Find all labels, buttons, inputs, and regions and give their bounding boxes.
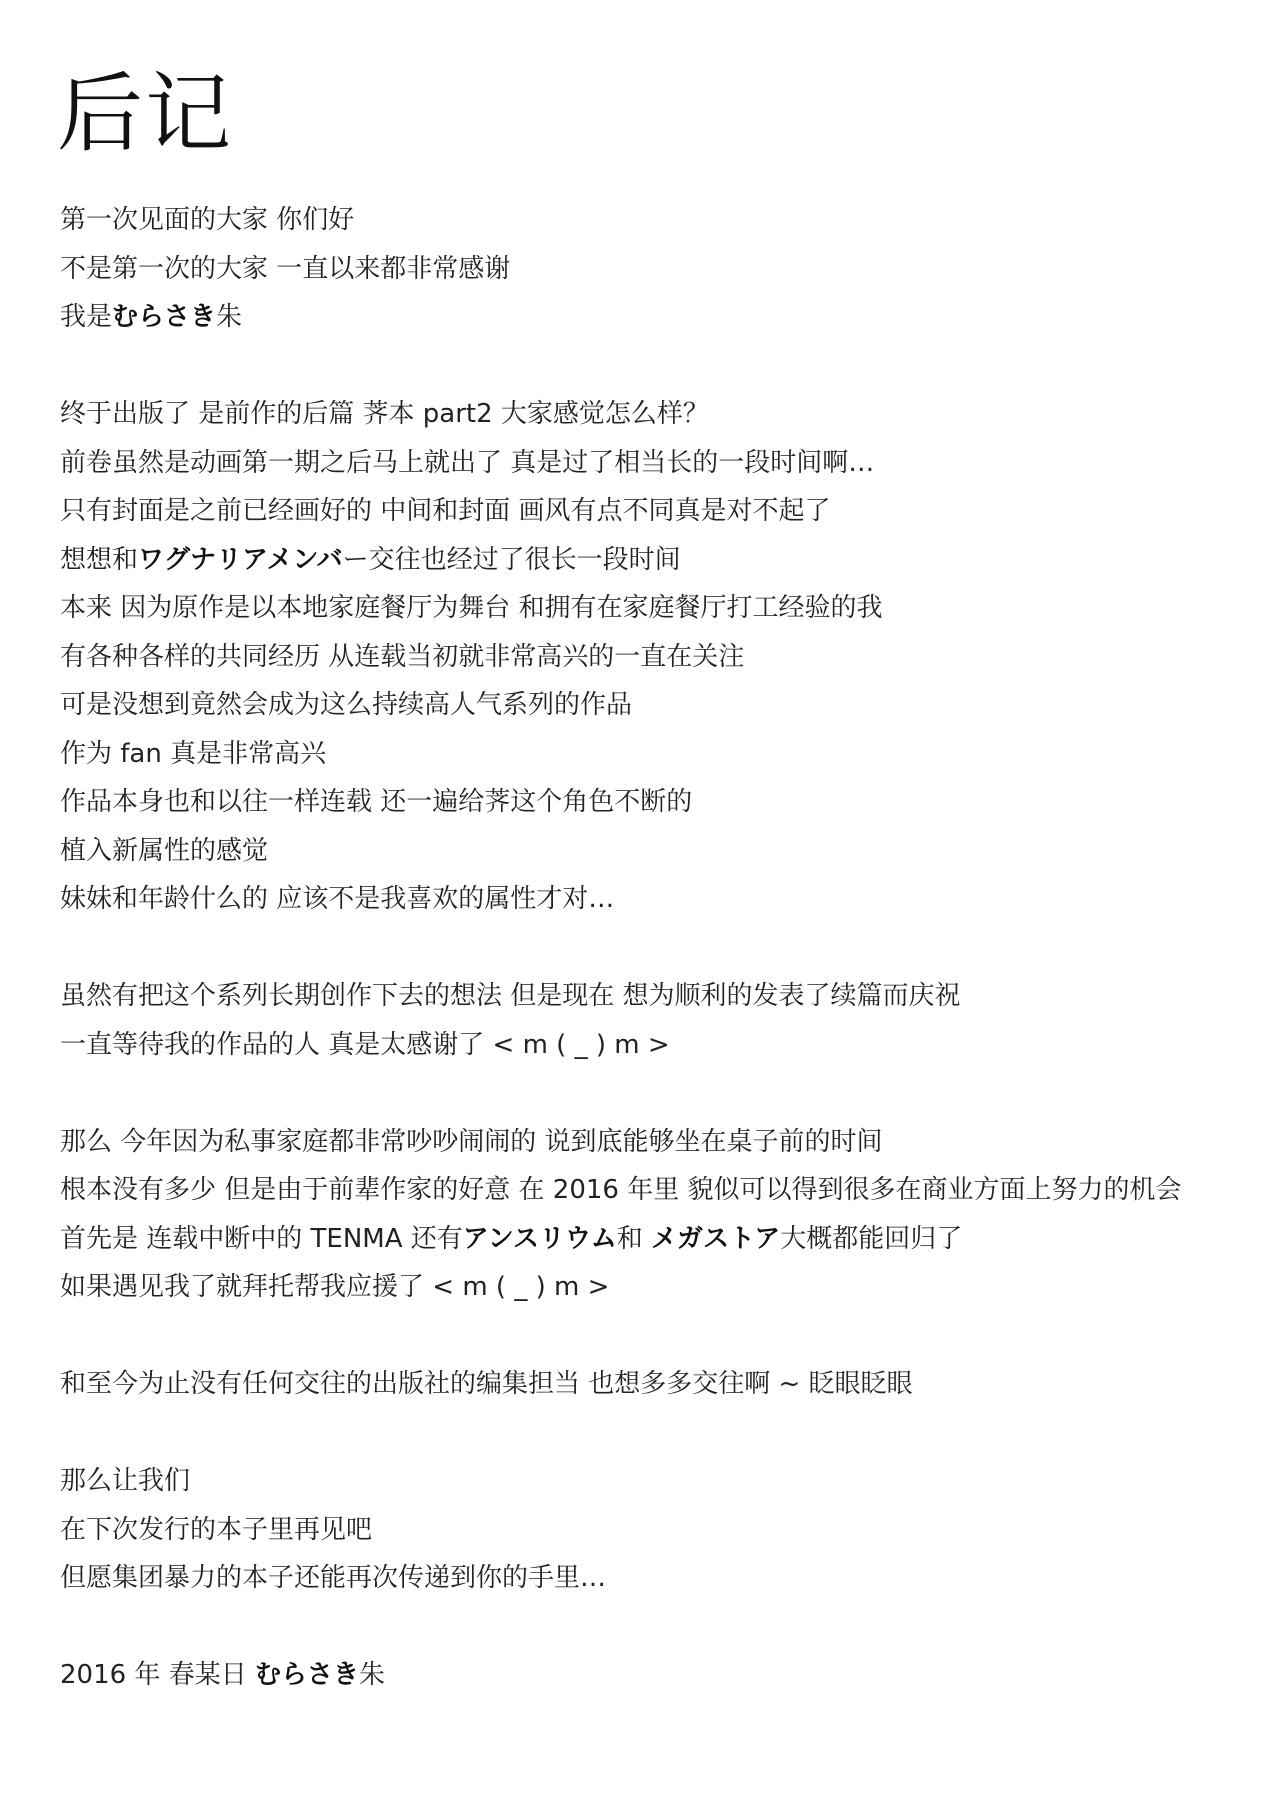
text-line bbox=[60, 390, 1260, 439]
text-line bbox=[60, 1166, 1260, 1215]
text-line bbox=[60, 1360, 1260, 1409]
page-title: 后记 bbox=[57, 64, 233, 164]
paragraph-gap bbox=[60, 1603, 1260, 1652]
paragraph bbox=[60, 196, 1260, 342]
text-line bbox=[60, 778, 1260, 827]
text-segment: 前卷虽然是动画第一期之后马上就出了 真是过了相当长的一段时间啊… bbox=[60, 447, 875, 478]
text-line bbox=[60, 1506, 1260, 1555]
bold-text-segment: メガストア bbox=[650, 1223, 781, 1254]
paragraph bbox=[60, 1118, 1260, 1312]
text-segment: 有各种各样的共同经历 从连载当初就非常高兴的一直在关注 bbox=[60, 641, 745, 672]
text-segment: 和 bbox=[616, 1223, 651, 1254]
paragraph bbox=[60, 1360, 1260, 1409]
paragraph-gap bbox=[60, 342, 1260, 391]
text-segment: 首先是 连载中断中的 TENMA 还有 bbox=[60, 1223, 463, 1254]
text-line bbox=[60, 196, 1260, 245]
text-segment: 朱 bbox=[358, 1660, 385, 1690]
paragraph-gap bbox=[60, 1312, 1260, 1361]
text-line bbox=[60, 439, 1260, 488]
text-segment: 终于出版了 是前作的后篇 荠本 part2 大家感觉怎么样？ bbox=[60, 399, 709, 429]
afterword-body bbox=[60, 196, 1260, 1700]
bold-text-segment: むらさき bbox=[254, 1660, 359, 1690]
text-segment: 不是第一次的大家 一直以来都非常感谢 bbox=[60, 253, 511, 284]
paragraph bbox=[60, 972, 1260, 1069]
text-line bbox=[60, 681, 1260, 730]
bold-text-segment: ワグナリアメンバ bbox=[138, 544, 343, 575]
text-line bbox=[60, 1651, 1260, 1700]
text-line bbox=[60, 487, 1260, 536]
bold-text-segment: むらさき bbox=[112, 302, 217, 332]
text-line bbox=[60, 1457, 1260, 1506]
text-line bbox=[60, 875, 1260, 924]
text-line bbox=[60, 730, 1260, 779]
text-segment: 我是 bbox=[60, 302, 113, 332]
text-segment: 虽然有把这个系列长期创作下去的想法 但是现在 想为顺利的发表了续篇而庆祝 bbox=[60, 981, 961, 1011]
text-line bbox=[60, 1215, 1260, 1264]
text-segment: ー交往也经过了很长一段时间 bbox=[342, 544, 681, 575]
text-segment: 大概都能回归了 bbox=[780, 1223, 963, 1254]
text-line bbox=[60, 1263, 1260, 1312]
text-segment: 想想和 bbox=[60, 544, 139, 575]
text-line bbox=[60, 972, 1260, 1021]
bold-text-segment: アンスリウム bbox=[462, 1223, 617, 1254]
text-line bbox=[60, 245, 1260, 294]
text-segment: 只有封面是之前已经画好的 中间和封面 画风有点不同真是对不起了 bbox=[60, 496, 831, 526]
paragraph-gap bbox=[60, 924, 1260, 973]
text-segment: 2016 年 春某日 bbox=[60, 1660, 255, 1690]
text-line bbox=[60, 827, 1260, 876]
text-segment: 本来 因为原作是以本地家庭餐厅为舞台 和拥有在家庭餐厅打工经验的我 bbox=[60, 593, 883, 623]
text-segment: 作品本身也和以往一样连载 还一遍给荠这个角色不断的 bbox=[60, 787, 693, 817]
paragraph bbox=[60, 390, 1260, 924]
text-line bbox=[60, 293, 1260, 342]
text-segment: 和至今为止没有任何交往的出版社的编集担当 也想多多交往啊 ~ 眨眼眨眼 bbox=[60, 1369, 913, 1399]
text-line bbox=[60, 1554, 1260, 1603]
text-segment: 但愿集团暴力的本子还能再次传递到你的手里… bbox=[60, 1563, 607, 1593]
paragraph-gap bbox=[60, 1409, 1260, 1458]
text-line bbox=[60, 1021, 1260, 1070]
text-segment: 可是没想到竟然会成为这么持续高人气系列的作品 bbox=[60, 690, 633, 720]
text-segment: 妹妹和年龄什么的 应该不是我喜欢的属性才对… bbox=[60, 884, 615, 914]
text-segment: 根本没有多少 但是由于前辈作家的好意 在 2016 年里 貌似可以得到很多在商业方面上努力的机会 bbox=[60, 1175, 1182, 1205]
text-line bbox=[60, 1118, 1260, 1167]
text-segment: 在下次发行的本子里再见吧 bbox=[60, 1514, 373, 1545]
paragraph-gap bbox=[60, 1069, 1260, 1118]
text-segment: 第一次见面的大家 你们好 bbox=[60, 205, 355, 235]
text-line bbox=[60, 536, 1260, 585]
text-segment: 朱 bbox=[216, 302, 243, 332]
text-segment: 那么 今年因为私事家庭都非常吵吵闹闹的 说到底能够坐在桌子前的时间 bbox=[60, 1126, 883, 1157]
text-segment: 作为 fan 真是非常高兴 bbox=[60, 738, 327, 769]
text-line bbox=[60, 633, 1260, 682]
text-segment: 那么让我们 bbox=[60, 1466, 191, 1496]
paragraph bbox=[60, 1651, 1260, 1700]
text-line bbox=[60, 584, 1260, 633]
text-segment: 一直等待我的作品的人 真是太感谢了 < m ( _ ) m > bbox=[60, 1029, 670, 1060]
paragraph bbox=[60, 1457, 1260, 1603]
text-segment: 植入新属性的感觉 bbox=[60, 835, 269, 866]
text-segment: 如果遇见我了就拜托帮我应援了 < m ( _ ) m > bbox=[60, 1272, 610, 1302]
